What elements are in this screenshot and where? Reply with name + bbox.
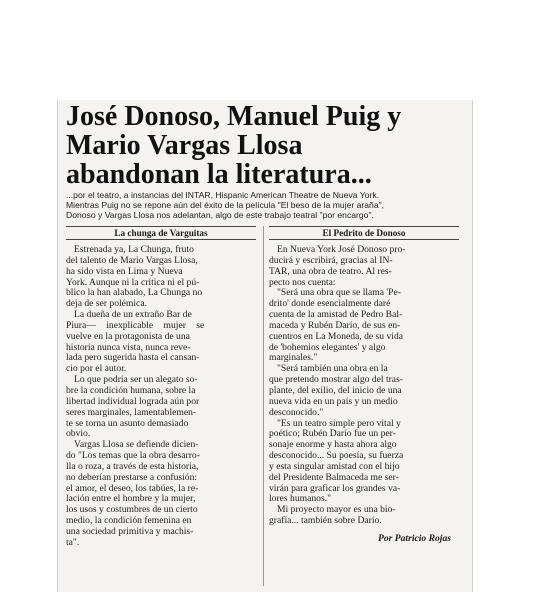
text-line: sonaje enorme y hasta ahora algo xyxy=(269,439,397,451)
text-line: libertad individual lograda aún por xyxy=(66,395,200,407)
text-line: deja de ser polémica. xyxy=(66,298,147,310)
text-line: y esta singular amistad con el hijo xyxy=(269,460,400,472)
text-line: Vargas Llosa se defiende dicien- xyxy=(74,439,199,451)
text-line: maceda y Rubén Darío, de sus en- xyxy=(269,319,401,331)
text-line: virán para graficar los grandes va- xyxy=(269,482,401,494)
text-line: vuelve en la protagonista de una xyxy=(66,330,190,342)
text-line: cuenta de la amistad de Pedro Bal- xyxy=(269,309,403,321)
text-line: pecto nos cuenta: xyxy=(269,276,336,288)
left-column xyxy=(66,226,256,549)
text-line: lla o roza, a través de esta historia, xyxy=(66,460,199,472)
text-line: lores humanos." xyxy=(269,493,332,505)
text-line: te se torna un asunto demasiado xyxy=(66,417,189,429)
text-line: ducirá y escribirá, gracias al IN- xyxy=(269,254,393,266)
text-line: cio por el autor. xyxy=(66,363,127,375)
text-line: grafía... también sobre Darío. xyxy=(269,515,382,527)
text-line: lación entre el hombre y la mujer, xyxy=(66,493,196,505)
text-line: ta". xyxy=(66,536,80,548)
text-line: desconocido." xyxy=(269,406,324,418)
text-line: Lo que podría ser un alegato so- xyxy=(74,374,198,386)
left-column-title: La chunga de Varguitas xyxy=(66,226,256,240)
text-line: ha sido vista en Lima y Nueva xyxy=(66,265,183,277)
headline xyxy=(66,102,466,189)
text-line: Estrenada ya, La Chunga, fruto xyxy=(74,244,194,255)
headline-line: José Donoso, Manuel Puig y xyxy=(66,101,402,132)
column-divider xyxy=(263,226,264,586)
text-line: poético; Rubén Darío fue un per- xyxy=(269,428,396,440)
right-column-body xyxy=(269,245,459,527)
headline-line: Mario Vargas Llosa xyxy=(66,130,303,161)
byline: Por Patricio Rojas xyxy=(377,532,451,544)
text-line: do "Los temas que la obra desarro- xyxy=(66,450,200,462)
newspaper-clipping xyxy=(57,100,473,592)
text-line: del Presidente Balmaceda me ser- xyxy=(269,471,399,483)
text-line: bre la condición humana, sobre la xyxy=(66,384,196,396)
text-line: En Nueva York José Donoso pro- xyxy=(277,244,406,255)
text-line: TAR, una obra de teatro. Al res- xyxy=(269,265,392,277)
lead-line: ...por el teatro, a instancias del INTAR, Hispanic American Theatre de Nueva York. xyxy=(66,190,380,200)
text-line: blico la han alabado, La Chunga no xyxy=(66,287,203,299)
text-line: de 'bohemios elegantes' y algo xyxy=(269,341,386,353)
lead-line: Mientras Puig no se repone aún del éxito de la película "El beso de la mujer araña", xyxy=(66,200,385,211)
text-line: "Será una obra que se llama 'Pe- xyxy=(277,287,401,299)
text-line: cuentros en La Moneda, de su vida xyxy=(269,330,404,342)
text-line: Mi proyecto mayor es una bio- xyxy=(277,504,396,516)
text-line: nueva vida en un país y un medio xyxy=(269,395,398,407)
text-line: "Será también una obra en la xyxy=(277,363,388,375)
text-line: La dueña de un extraño Bar de xyxy=(74,309,192,321)
lead-paragraph xyxy=(66,190,466,221)
lead-line: Donoso y Vargas Llosa nos adelantan, algo de este trabajo teatral "por encargo". xyxy=(66,210,374,221)
text-line: lada pero sugerida hasta el cansan- xyxy=(66,352,200,364)
text-line: el amor, el deseo, los tabúes, la re- xyxy=(66,482,199,494)
right-column-title: El Pedrito de Donoso xyxy=(269,226,459,240)
text-line: no deberían prestarse a confusión: xyxy=(66,471,198,483)
headline-line: abandonan la literatura... xyxy=(66,159,372,190)
text-line: York. Aunque ni la crítica ni el pú- xyxy=(66,276,200,288)
text-line: desconocido... Su poesía, su fuerza xyxy=(269,450,404,462)
text-line: seres marginales, lamentablemen- xyxy=(66,406,197,418)
text-line: drito' donde esencialmente daré xyxy=(269,298,391,310)
text-line: plante, del exilio, del inicio de una xyxy=(269,384,402,396)
left-column-body xyxy=(66,245,256,549)
text-line: una sociedad primitiva y machis- xyxy=(66,525,194,537)
text-line: Piura— inexplicable mujer se xyxy=(66,319,205,331)
text-line: historia nunca vista, nunca reve- xyxy=(66,341,191,353)
text-line: marginales." xyxy=(269,352,318,364)
text-line: que pretendo mostrar algo del tras- xyxy=(269,374,403,386)
right-column xyxy=(269,226,459,544)
text-line: "Es un teatro simple pero vital y xyxy=(277,417,401,429)
text-line: del talento de Mario Vargas Llosa, xyxy=(66,254,198,266)
text-line: obvio. xyxy=(66,428,91,440)
text-line: medio, la condición femenina en xyxy=(66,515,192,527)
text-line: los usos y costumbres de un cierto xyxy=(66,504,198,516)
